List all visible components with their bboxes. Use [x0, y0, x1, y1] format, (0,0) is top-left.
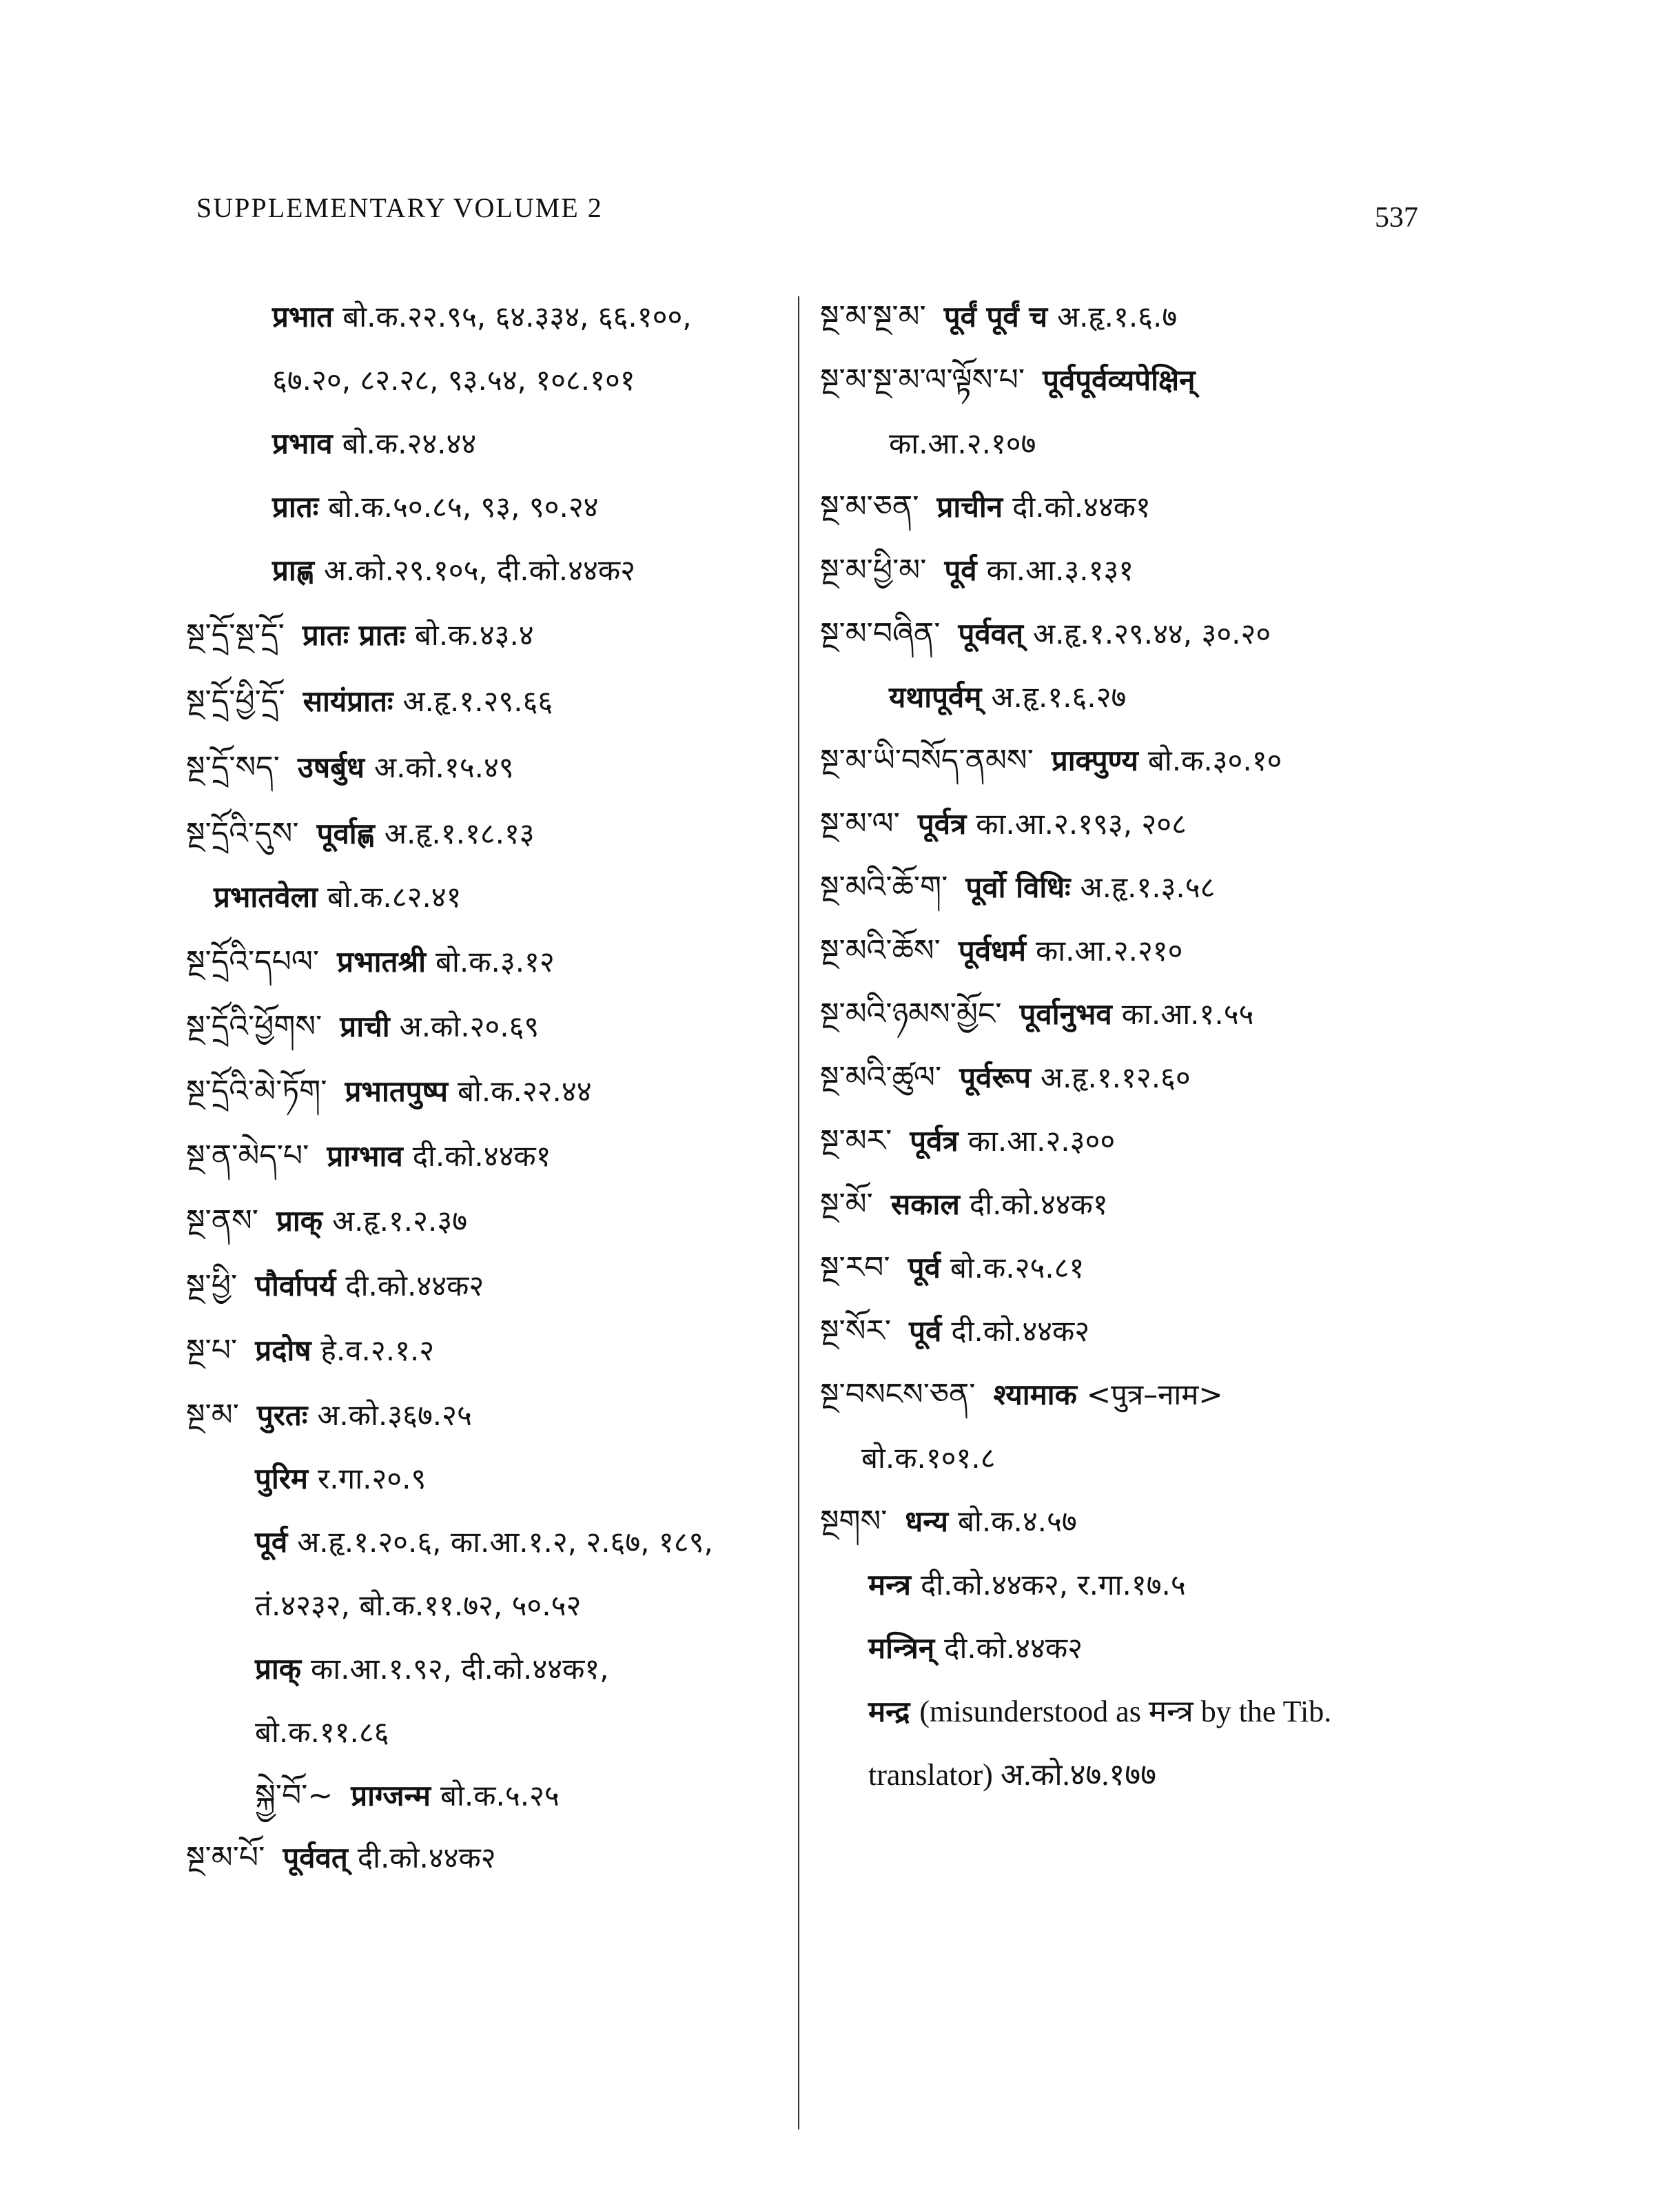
tibetan-headword: སྔ་སོར་	[820, 1314, 892, 1349]
sanskrit-equivalent: प्रातः प्रातः	[302, 618, 405, 652]
sanskrit-equivalent: प्रभातश्री	[337, 945, 427, 979]
tibetan-headword: སྔ་མའི་ཚུལ་	[820, 1060, 942, 1095]
sanskrit-equivalent: पूर्वं पूर्वं च	[943, 300, 1048, 334]
sanskrit-equivalent: धन्य	[905, 1504, 949, 1538]
sanskrit-equivalent: प्राचीन	[936, 490, 1003, 524]
source-reference: का.आ.२.२१०	[1036, 934, 1183, 968]
dictionary-entry	[272, 296, 692, 338]
sanskrit-equivalent: सकाल	[890, 1187, 960, 1221]
dictionary-entry	[186, 813, 535, 855]
dictionary-entry	[861, 1438, 996, 1479]
tibetan-headword: སྔ་དྲོའི་ཕྱོགས་	[186, 1009, 322, 1044]
source-reference: दी.को.४४क२	[944, 1631, 1083, 1665]
sanskrit-equivalent: प्रदोष	[255, 1333, 311, 1367]
sanskrit-equivalent: पूर्व	[944, 553, 977, 587]
dictionary-entry	[272, 550, 635, 591]
dictionary-entry	[820, 296, 1177, 338]
source-reference: अ.हृ.१.१२.६०	[1040, 1061, 1191, 1094]
dictionary-entry	[272, 360, 635, 401]
source-reference: दी.को.४४क२, र.गा.१७.५	[920, 1568, 1186, 1602]
tibetan-headword: སྔ་པ་	[186, 1333, 238, 1368]
dictionary-entry	[186, 941, 555, 983]
source-reference: का.आ.२.१९३, २०८	[976, 807, 1187, 841]
dictionary-entry	[820, 1501, 1077, 1542]
dictionary-entry	[820, 740, 1282, 781]
dictionary-entry	[186, 1837, 496, 1879]
dictionary-entry	[820, 804, 1187, 845]
sanskrit-equivalent: प्राक्	[276, 1204, 323, 1238]
source-reference: अ.हृ.१.२०.६, का.आ.१.२, २.६७, १८९,	[297, 1525, 713, 1559]
tibetan-headword: སྔ་དྲོ་སྔ་དྲོ་	[186, 617, 285, 653]
dictionary-entry	[186, 681, 553, 722]
tibetan-headword: སྔ་མའི་ཉམས་མྱོང་	[820, 997, 1002, 1032]
dictionary-entry	[820, 360, 1205, 401]
source-reference: अ.को.१५.४९	[373, 750, 514, 784]
source-reference: बो.क.३.१२	[436, 945, 555, 979]
dictionary-entry	[820, 1311, 1089, 1352]
source-reference: अ.हृ.१.३.५८	[1080, 870, 1216, 904]
tibetan-headword: སྔ་མ་ཡི་བསོད་ནམས་	[820, 743, 1034, 778]
sanskrit-equivalent: पुरतः	[256, 1398, 308, 1432]
source-reference: का.आ.१.५५	[1121, 997, 1254, 1031]
column-divider	[798, 296, 799, 2129]
dictionary-entry	[820, 1057, 1191, 1098]
sanskrit-equivalent: प्रभाव	[272, 427, 333, 460]
dictionary-entry	[255, 1585, 581, 1626]
sanskrit-equivalent: पूर्वाह्ण	[316, 817, 375, 850]
dictionary-entry	[868, 1628, 1083, 1669]
sanskrit-equivalent: पूर्ववत्	[958, 617, 1023, 651]
source-reference: दी.को.४४क१	[1012, 490, 1151, 524]
sanskrit-equivalent: पूर्व	[908, 1251, 941, 1285]
tibetan-headword: སྔ་མའི་ཆོ་ག་	[820, 870, 948, 905]
source-reference: दी.को.४४क१	[969, 1187, 1108, 1221]
dictionary-entry	[820, 1247, 1084, 1289]
dictionary-entry	[255, 1775, 560, 1817]
sanskrit-equivalent: प्रभातवेला	[214, 880, 318, 914]
source-reference: दी.को.४४क२	[951, 1314, 1090, 1348]
tibetan-headword: སྔ་མའི་ཆོས་	[820, 933, 941, 968]
dictionary-entry	[820, 1184, 1108, 1225]
tibetan-headword: སྔ་མ་སྔ་མ་	[820, 299, 926, 334]
source-reference: बो.क.१०१.८	[861, 1441, 996, 1475]
source-reference: बो.क.२४.४४	[342, 427, 477, 460]
dictionary-entry	[889, 677, 1126, 718]
source-reference: बो.क.२५.८१	[950, 1251, 1085, 1285]
source-reference: अ.हृ.१.२.३७	[332, 1204, 468, 1238]
source-reference: बो.क.५०.८५, ९३, ९०.२४	[328, 490, 599, 524]
dictionary-entry	[186, 1071, 592, 1112]
tibetan-headword: སྔ་མར་	[820, 1123, 892, 1158]
source-reference: अ.को.२०.६९	[399, 1010, 540, 1043]
tibetan-headword: སྔ་དྲོ་སད་	[186, 750, 280, 785]
sanskrit-equivalent: प्रभातपुष्प	[345, 1074, 448, 1108]
dictionary-entry	[255, 1712, 389, 1753]
dictionary-entry	[186, 1395, 472, 1436]
tibetan-headword: སྔ་མ་	[186, 1398, 239, 1433]
sanskrit-equivalent: प्राक्	[255, 1652, 302, 1686]
source-reference: बो.क.४.५७	[958, 1504, 1077, 1538]
dictionary-entry	[255, 1522, 713, 1563]
sanskrit-equivalent: प्राह्ण	[272, 553, 314, 587]
source-reference: तं.४२३२, बो.क.११.७२, ५०.५२	[255, 1588, 582, 1622]
sanskrit-equivalent: पूर्वधर्म	[958, 934, 1027, 968]
tibetan-headword: སྔ་མ་པོ་	[186, 1840, 265, 1875]
source-reference: अ.हृ.१.६.७	[1057, 300, 1178, 334]
sanskrit-equivalent: प्राग्भाव	[327, 1139, 403, 1173]
dictionary-entry	[186, 615, 534, 656]
tibetan-headword: སྔ་ཕྱི་	[186, 1268, 238, 1303]
sanskrit-equivalent: प्रातः	[272, 490, 319, 524]
dictionary-entry	[820, 550, 1134, 591]
dictionary-entry	[255, 1458, 426, 1500]
source-reference: बो.क.८२.४१	[327, 880, 462, 914]
source-reference: translator) अ.को.४७.१७७	[868, 1758, 1157, 1792]
dictionary-entry	[820, 1374, 1223, 1416]
sanskrit-equivalent: पौर्वापर्य	[255, 1269, 336, 1302]
dictionary-entry	[820, 994, 1253, 1035]
sanskrit-equivalent: पूर्वत्र	[917, 807, 967, 841]
source-reference: अ.हृ.१.२९.४४, ३०.२०	[1032, 617, 1271, 651]
tibetan-headword: སྔ་ན་མེད་པ་	[186, 1138, 309, 1174]
source-reference: (misunderstood as मन्त्र by the Tib.	[919, 1695, 1332, 1728]
source-reference: अ.को.३६७.२५	[317, 1398, 472, 1432]
dictionary-entry	[214, 877, 461, 918]
dictionary-entry	[820, 613, 1271, 655]
source-reference: बो.क.४३.४	[414, 618, 534, 652]
sanskrit-equivalent: पूर्वपूर्वव्यपेक्षिन्	[1043, 363, 1196, 397]
source-reference: हे.व.२.१.२	[320, 1333, 435, 1367]
sanskrit-equivalent: पूर्व	[255, 1525, 288, 1559]
dictionary-entry	[820, 1121, 1115, 1162]
sanskrit-equivalent: पूर्वरूप	[959, 1061, 1031, 1094]
dictionary-entry	[186, 1136, 551, 1177]
source-reference: बो.क.३०.१०	[1147, 744, 1282, 777]
dictionary-entry	[186, 1200, 467, 1242]
tibetan-headword: སྔ་མོ་	[820, 1187, 873, 1222]
source-reference: का.आ.३.१३१	[986, 553, 1134, 587]
dictionary-entry	[820, 867, 1215, 908]
sanskrit-equivalent: पूर्व	[909, 1314, 942, 1348]
tibetan-headword: སྔ་རབ་	[820, 1250, 890, 1285]
source-reference: अ.हृ.१.२९.६६	[402, 684, 553, 718]
sanskrit-equivalent: श्यामाक	[993, 1378, 1077, 1411]
dictionary-entry	[820, 487, 1151, 528]
sanskrit-equivalent: पूर्वो विधिः	[965, 870, 1071, 904]
sanskrit-equivalent: उषर्बुध	[297, 750, 365, 784]
dictionary-entry	[272, 423, 476, 464]
sanskrit-equivalent: यथापूर्वम्	[889, 680, 982, 714]
source-reference: बो.क.२२.९५, ६४.३३४, ६६.१००,	[342, 300, 692, 334]
dictionary-entry	[272, 487, 599, 528]
tibetan-headword: སྔ་མ་སྔ་མ་ལ་ལྟོས་པ་	[820, 362, 1025, 398]
tibetan-headword: སྔ་མ་ལ་	[820, 806, 900, 841]
source-reference: दी.को.४४क२	[345, 1269, 484, 1302]
dictionary-entry	[186, 1265, 484, 1307]
sanskrit-equivalent: पूर्वानुभव	[1019, 997, 1112, 1031]
dictionary-entry	[186, 747, 514, 788]
source-reference: बो.क.२२.४४	[458, 1074, 592, 1108]
sanskrit-equivalent: मन्त्र	[868, 1568, 911, 1602]
source-reference: अ.हृ.१.६.२७	[991, 680, 1127, 714]
source-reference: दी.को.४४क२	[357, 1841, 496, 1874]
page-number: 537	[1375, 202, 1418, 234]
source-reference: बो.क.५.२५	[440, 1779, 560, 1812]
sanskrit-equivalent: पूर्ववत्	[283, 1841, 348, 1874]
running-header: SUPPLEMENTARY VOLUME 2	[196, 192, 603, 223]
source-reference: ६७.२०, ८२.२८, ९३.५४, १०८.१०१	[272, 363, 635, 397]
tibetan-headword: སྔ་མ་ཅན་	[820, 489, 919, 524]
dictionary-entry	[255, 1648, 609, 1690]
source-reference: दी.को.४४क१	[412, 1139, 551, 1173]
sanskrit-equivalent: पुरिम	[255, 1462, 309, 1495]
sanskrit-equivalent: मन्त्रिन्	[868, 1631, 935, 1665]
sanskrit-equivalent: सायंप्रातः	[303, 684, 393, 718]
dictionary-entry	[186, 1330, 434, 1371]
tibetan-headword: སྔགས་	[820, 1504, 888, 1539]
source-reference: बो.क.११.८६	[255, 1715, 389, 1749]
tibetan-headword: སྔ་དྲོའི་དཔལ་	[186, 944, 320, 979]
tibetan-headword: སྔ་དྲོའི་དུས་	[186, 816, 299, 851]
source-reference: अ.को.२९.१०५, दी.को.४४क२	[323, 553, 635, 587]
dictionary-entry	[868, 1755, 1156, 1796]
sanskrit-equivalent: मन्द्र	[868, 1695, 910, 1728]
dictionary-entry	[186, 1006, 539, 1048]
source-reference: का.आ.२.३००	[967, 1124, 1116, 1158]
sanskrit-equivalent: पूर्वत्र	[910, 1124, 959, 1158]
source-reference: र.गा.२०.९	[318, 1462, 427, 1495]
sanskrit-equivalent: प्राक्पुण्य	[1051, 744, 1138, 777]
source-reference: का.आ.१.९२, दी.को.४४क१,	[311, 1652, 609, 1686]
tibetan-headword: སྔ་དྲོ་ཕྱི་དྲོ་	[186, 684, 285, 719]
source-reference: का.आ.२.१०७	[889, 427, 1036, 460]
tibetan-headword: སྔ་མ་ཕྱི་མ་	[820, 553, 927, 588]
tibetan-headword: སྔ་དྲོའི་མེ་ཏོག་	[186, 1074, 327, 1109]
dictionary-entry	[820, 930, 1183, 972]
source-reference: <पुत्र–नाम>	[1086, 1378, 1223, 1411]
sanskrit-equivalent: प्रभात	[272, 300, 334, 334]
sanskrit-equivalent: प्राग्जन्म	[351, 1779, 431, 1812]
dictionary-entry	[868, 1564, 1186, 1606]
source-reference: अ.हृ.१.१८.१३	[384, 817, 535, 850]
tibetan-headword: སྔ་མ་བཞིན་	[820, 616, 941, 651]
sanskrit-equivalent: प्राची	[340, 1010, 390, 1043]
tibetan-headword: སྐྱེ་བོ་~	[255, 1778, 334, 1813]
tibetan-headword: སྔ་བསངས་ཅན་	[820, 1377, 976, 1412]
tibetan-headword: སྔ་ནས་	[186, 1203, 259, 1238]
dictionary-entry	[868, 1691, 1331, 1733]
dictionary-entry	[889, 423, 1036, 464]
